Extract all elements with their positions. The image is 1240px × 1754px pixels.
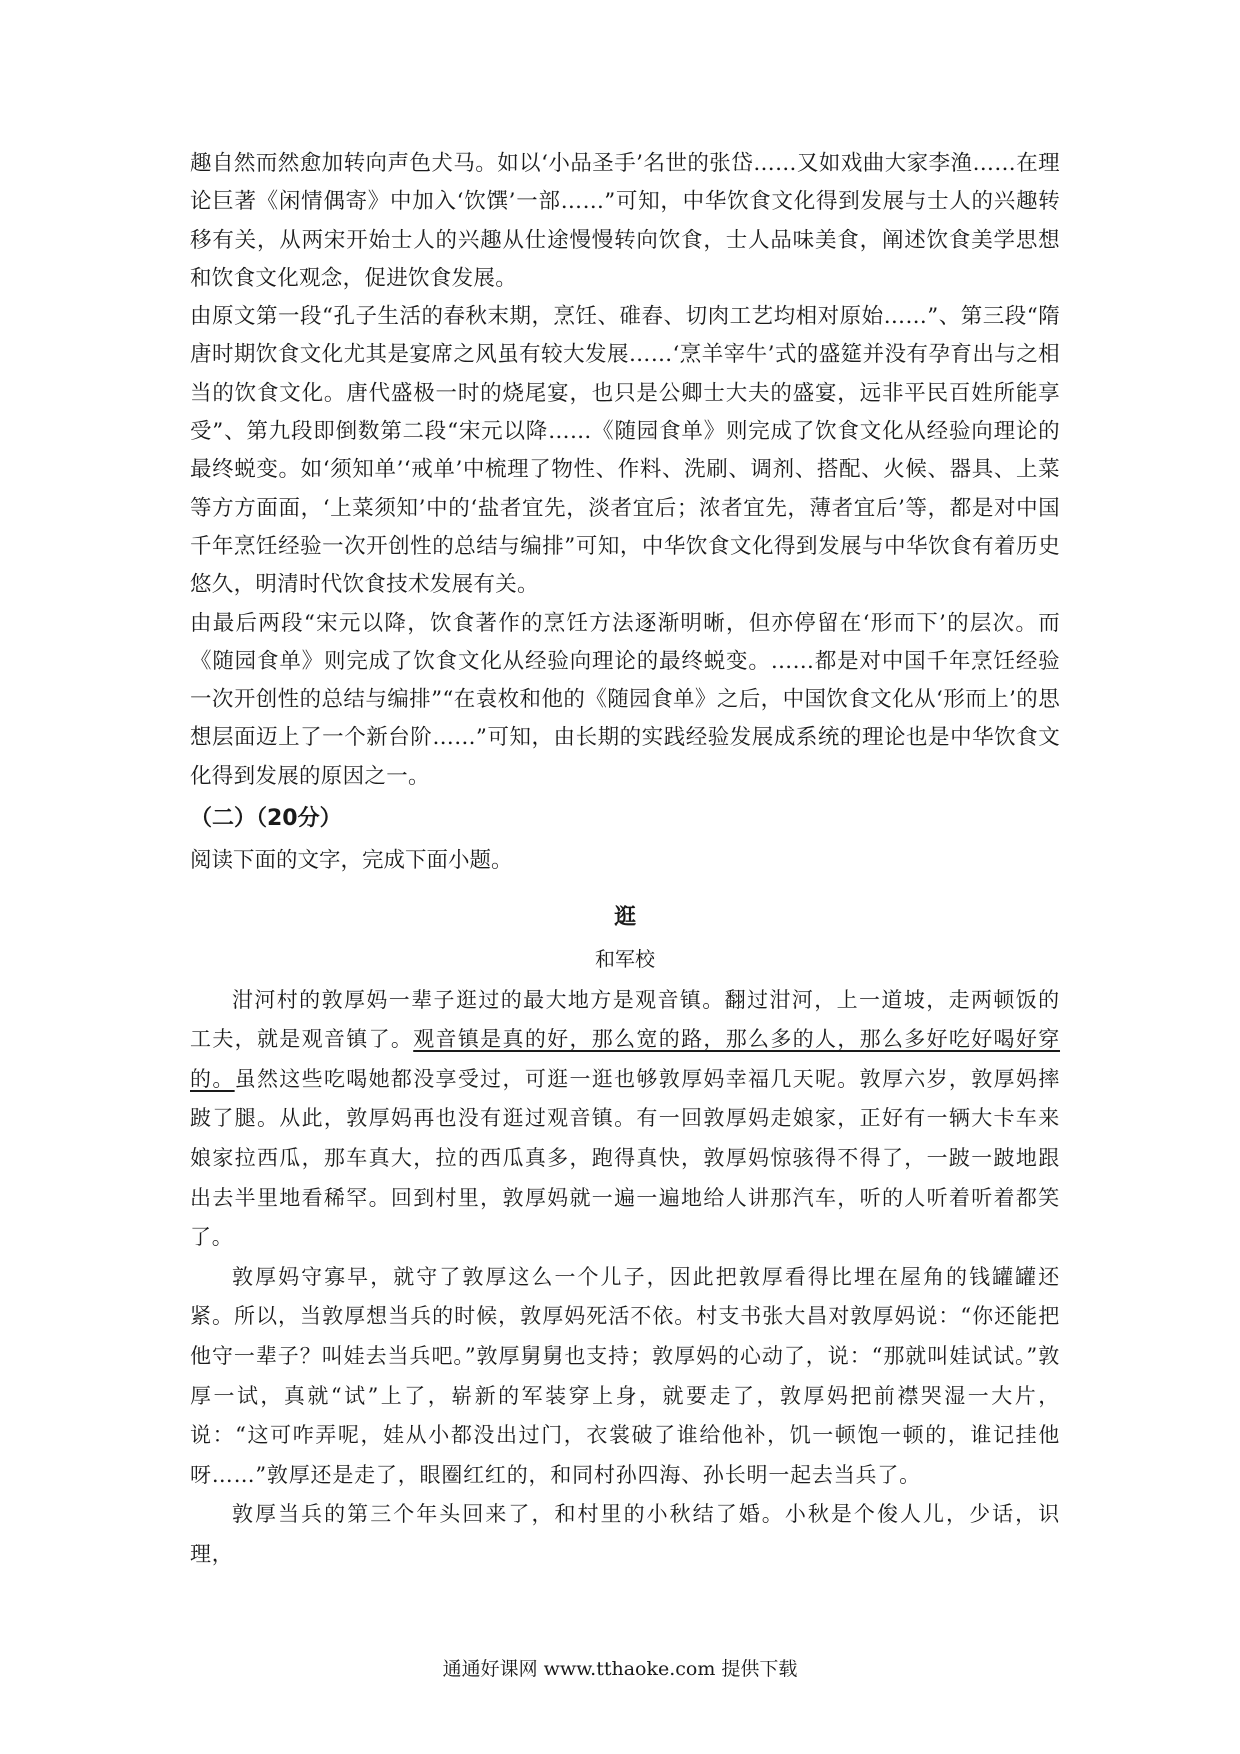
story-paragraph-3: 敦厚当兵的第三个年头回来了，和村里的小秋结了婚。小秋是个俊人儿，少话，识理，: [190, 1502, 1060, 1566]
story-paragraph-1-start: 泔河村的敦厚妈一辈子逛过的最大地方是观音镇。翻过泔河，上一道坡，走两顿饭的工夫，就是观音镇了。: [190, 987, 1060, 1052]
page-footer: 通通好课网 www.tthaoke.com 提供下载: [442, 1658, 798, 1680]
story-paragraph-1-rest: 虽然这些吃喝她都没享受过，可逛一逛也够敦厚妈幸福几天呢。敦厚六岁，敦厚妈摔跛了腿。从此，敦厚妈再也没有逛过观音镇。有一回敦厚妈走娘家，正好有一辆大卡车来娘家拉西瓜，那车真大，拉的西瓜真多，跑得真快，敦厚妈惊骇得不得了，一跛一跛地跟出去半里地看稀罕。回到村里，敦厚妈就一遍一遍地给人讲那汽车，听的人听着听着都笑了。: [190, 1066, 1060, 1250]
section-heading: （二）（20分）: [190, 806, 342, 832]
analysis-paragraph-2: 由原文第一段“孔子生活的春秋末期，烹饪、碓舂、切肉工艺均相对原始……”、第三段“隋唐时期饮食文化尤其是宴席之风虽有较大发展……‘烹羊宰牛’式的盛筵并没有孕育出与之相当的饮食文化。唐代盛极一时的烧尾宴，也只是公卿士大夫的盛宴，远非平民百姓所能享受”、第九段即倒数第二段“宋元以降……《随园食单》则完成了饮食文化从经验向理论的最终蜕变。如‘须知单’‘戒单’中梳理了物性、作料、洗刷、调剂、搭配、火候、器具、上菜等方方面面，‘上菜须知’中的‘盐者宜先，淡者宜后；浓者宜先，薄者宜后’等，都是对中国千年烹饪经验一次开创性的总结与编排”可知，中华饮食文化得到发展与中华饮食有着历史悠久，明清时代饮食技术发展有关。: [190, 304, 1060, 598]
analysis-paragraph-3: 由最后两段“宋元以降，饮食著作的烹饪方法逐渐明晰，但亦停留在‘形而下’的层次。而《随园食单》则完成了饮食文化从经验向理论的最终蜕变。……都是对中国千年烹饪经验一次开创性的总结与编排”“在袁枚和他的《随园食单》之后，中国饮食文化从‘形而上’的思想层面迈上了一个新台阶……”可知，由长期的实践经验发展成系统的理论也是中华饮食文化得到发展的原因之一。: [190, 610, 1060, 789]
section-instruction: 阅读下面的文字，完成下面小题。: [190, 848, 513, 874]
analysis-paragraph-1: 趣自然而然愈加转向声色犬马。如以‘小品圣手’名世的张岱……又如戏曲大家李渔……在理论巨著《闲情偶寄》中加入‘饮馔’一部……”可知，中华饮食文化得到发展与士人的兴趣转移有关，从两宋开始士人的兴趣从仕途慢慢转向饮食，士人品味美食，阐述饮食美学思想和饮食文化观念，促进饮食发展。: [190, 151, 1060, 291]
story-paragraph-2: 敦厚妈守寡早，就守了敦厚这么一个儿子，因此把敦厚看得比埋在屋角的钱罐罐还紧。所以，当敦厚想当兵的时候，敦厚妈死活不依。村支书张大昌对敦厚妈说：“你还能把他守一辈子？叫娃去当兵吧。”敦厚舅舅也支持；敦厚妈的心动了，说：“那就叫娃试试。”敦厚一试，真就“试”上了，崭新的军装穿上身，就要走了，敦厚妈把前襟哭湿一大片，说：“这可咋弄呢，娃从小都没出过门，衣裳破了谁给他补，饥一顿饱一顿的，谁记挂他呀……”敦厚还是走了，眼圈红红的，和同村孙四海、孙长明一起去当兵了。: [190, 1264, 1060, 1487]
underlined-sentence: 观音镇是真的好，那么宽的路，那么多的人，那么多好吃好喝好穿的。: [190, 1027, 1061, 1091]
story-title: 逛: [613, 903, 636, 930]
story-author: 和军校: [595, 946, 655, 971]
story-paragraph-1: [190, 981, 1060, 1258]
page-content: [190, 145, 1060, 1575]
